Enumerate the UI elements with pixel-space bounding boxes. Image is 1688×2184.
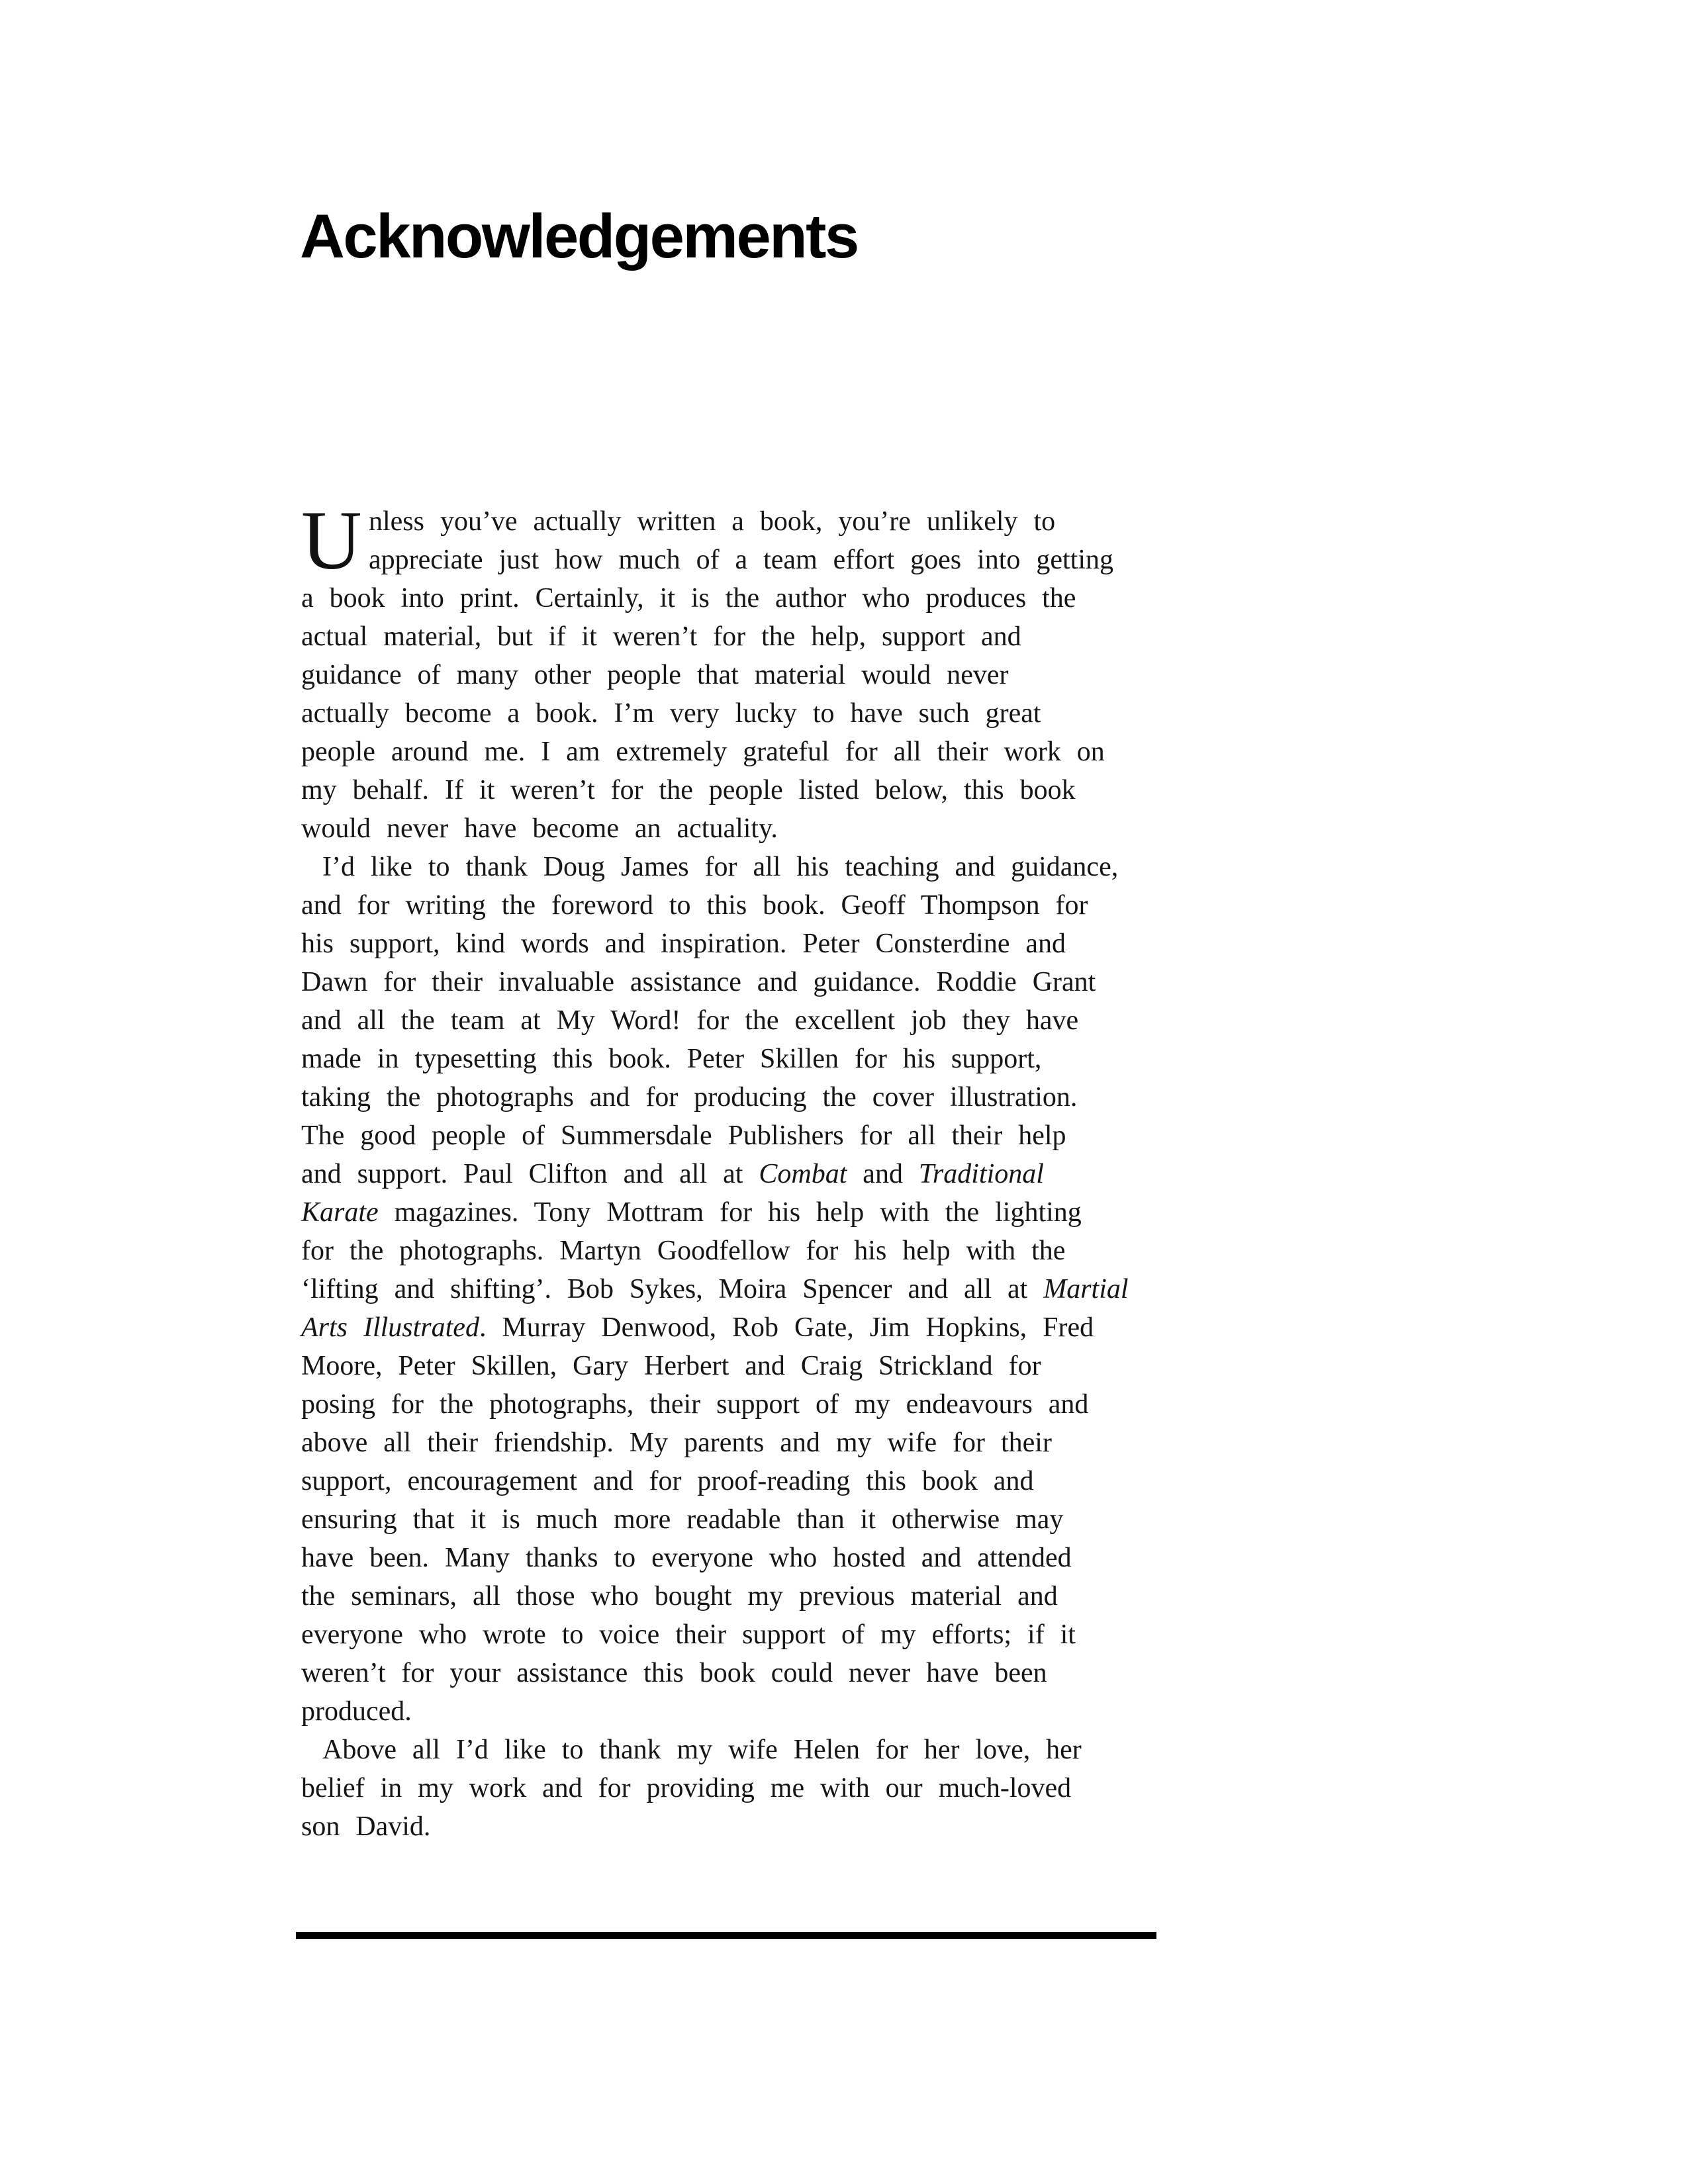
italic-text: Combat — [759, 1159, 847, 1189]
text-line — [301, 1155, 1165, 1193]
text-line — [301, 1577, 1165, 1615]
text-segment: a book into print. Certainly, it is the author who produces the — [301, 583, 1076, 614]
text-segment: actual material, but if it weren’t for the help, support and — [301, 621, 1021, 652]
text-line — [301, 1270, 1165, 1308]
text-line — [301, 733, 1165, 771]
text-line — [301, 1654, 1165, 1692]
text-line — [301, 848, 1165, 886]
text-line — [301, 1385, 1165, 1424]
text-segment: nless you’ve actually written a book, you’re unlikely to — [369, 506, 1056, 537]
text-segment: . Murray Denwood, Rob Gate, Jim Hopkins, Fred — [479, 1312, 1094, 1343]
paragraph — [301, 848, 1165, 1731]
text-line — [301, 1347, 1165, 1385]
text-segment: have been. Many thanks to everyone who hosted and attended — [301, 1543, 1072, 1573]
text-segment: son David. — [301, 1811, 431, 1842]
text-line — [301, 1692, 1165, 1731]
text-line — [301, 925, 1165, 963]
text-line — [301, 1462, 1165, 1500]
text-line — [301, 1424, 1165, 1462]
text-segment: the seminars, all those who bought my previous material and — [301, 1581, 1058, 1612]
italic-text: Traditional — [918, 1159, 1044, 1189]
text-segment: actually become a book. I’m very lucky to have such great — [301, 698, 1041, 729]
text-segment: ‘lifting and shifting’. Bob Sykes, Moira Spencer and all at — [301, 1274, 1044, 1304]
text-segment: belief in my work and for providing me with our much-loved — [301, 1773, 1072, 1803]
text-segment: his support, kind words and inspiration. Peter Consterdine and — [301, 929, 1066, 959]
text-line — [301, 579, 1165, 617]
body-text — [301, 494, 1165, 1846]
text-segment: everyone who wrote to voice their support of my efforts; if it — [301, 1619, 1076, 1650]
text-line — [301, 1807, 1165, 1846]
text-line — [301, 1308, 1165, 1347]
text-segment: posing for the photographs, their support of my endeavours and — [301, 1389, 1089, 1420]
text-segment: Above all I’d like to thank my wife Helen for her love, her — [322, 1735, 1082, 1765]
italic-text: Arts Illustrated — [301, 1312, 479, 1343]
text-line — [301, 1116, 1165, 1155]
text-segment: for the photographs. Martyn Goodfellow for his help with the — [301, 1236, 1066, 1266]
paragraph — [301, 1731, 1165, 1846]
text-line — [301, 1078, 1165, 1116]
text-line — [301, 541, 1165, 579]
text-segment: ensuring that it is much more readable than it otherwise may — [301, 1504, 1064, 1535]
text-segment: and — [847, 1159, 919, 1189]
text-line — [301, 1193, 1165, 1232]
text-segment: and for writing the foreword to this book. Geoff Thompson for — [301, 890, 1088, 921]
text-segment: people around me. I am extremely grateful for all their work on — [301, 737, 1105, 767]
text-line — [301, 617, 1165, 656]
text-segment: and all the team at My Word! for the excellent job they have — [301, 1005, 1079, 1036]
text-segment: weren’t for your assistance this book could never have been — [301, 1658, 1047, 1688]
text-segment: produced. — [301, 1696, 412, 1727]
page-title: Acknowledgements — [300, 201, 858, 271]
text-line — [301, 694, 1165, 733]
text-segment: taking the photographs and for producing the cover illustration. — [301, 1082, 1078, 1113]
text-segment: and support. Paul Clifton and all at — [301, 1159, 759, 1189]
text-line — [301, 1500, 1165, 1539]
text-segment: support, encouragement and for proof-reading this book and — [301, 1466, 1034, 1496]
drop-cap: U — [301, 494, 362, 587]
text-line — [301, 771, 1165, 809]
text-segment: Dawn for their invaluable assistance and guidance. Roddie Grant — [301, 967, 1096, 997]
text-line — [301, 963, 1165, 1001]
text-segment: above all their friendship. My parents and my wife for their — [301, 1428, 1052, 1458]
text-line — [301, 502, 1165, 541]
text-line — [301, 886, 1165, 925]
text-segment: The good people of Summersdale Publishers for all their help — [301, 1120, 1066, 1151]
text-line — [301, 1001, 1165, 1040]
italic-text: Martial — [1043, 1274, 1129, 1304]
text-segment: appreciate just how much of a team effort goes into getting — [369, 545, 1113, 575]
text-line — [301, 1539, 1165, 1577]
text-segment: magazines. Tony Mottram for his help with the lighting — [378, 1197, 1082, 1228]
paragraph — [301, 494, 1165, 848]
bottom-rule — [296, 1932, 1156, 1939]
text-segment: made in typesetting this book. Peter Skillen for his support, — [301, 1044, 1042, 1074]
italic-text: Karate — [301, 1197, 379, 1228]
text-segment: guidance of many other people that material would never — [301, 660, 1009, 690]
text-line — [301, 1769, 1165, 1807]
text-line — [301, 1040, 1165, 1078]
text-line — [301, 1615, 1165, 1654]
text-segment: I’d like to thank Doug James for all his teaching and guidance, — [322, 852, 1119, 882]
text-line — [301, 1232, 1165, 1270]
text-line — [301, 809, 1165, 848]
text-line — [301, 1731, 1165, 1769]
text-segment: Moore, Peter Skillen, Gary Herbert and Craig Strickland for — [301, 1351, 1041, 1381]
text-segment: would never have become an actuality. — [301, 813, 778, 844]
text-line — [301, 656, 1165, 694]
text-segment: my behalf. If it weren’t for the people listed below, this book — [301, 775, 1076, 805]
